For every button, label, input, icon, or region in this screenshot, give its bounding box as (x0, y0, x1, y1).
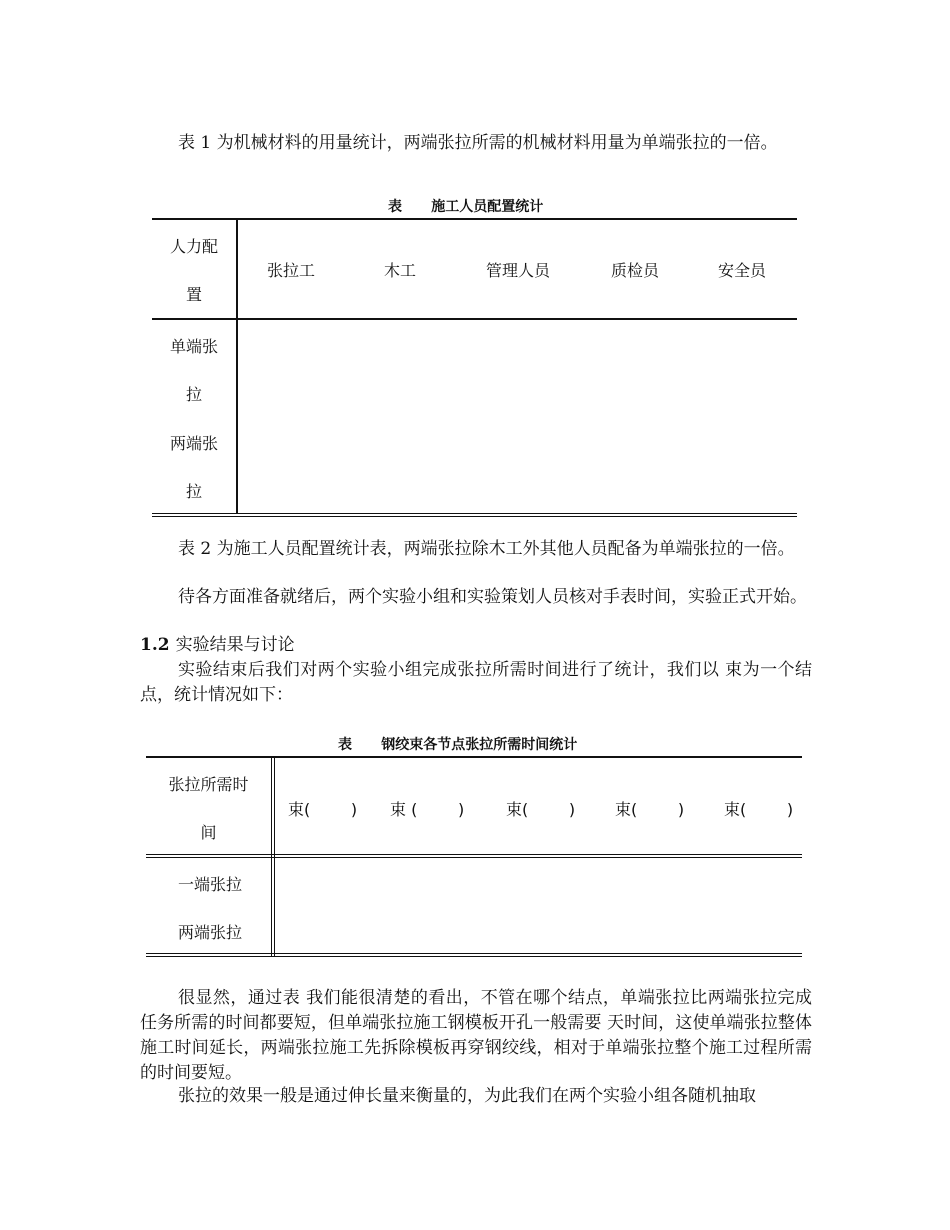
table2-header-1: 束 ( ) (390, 800, 465, 819)
table2-header-3: 束( ) (615, 800, 685, 819)
table2-row1-label: 两端张拉 (177, 923, 242, 942)
table2-header-2: 束( ) (506, 800, 576, 819)
table2-header-4: 束( ) (724, 800, 794, 819)
table2-header-0: 束( ) (288, 800, 358, 819)
table1-corner-line2: 置 (185, 285, 202, 304)
paragraph-5: 很显然，通过表 我们能很清楚的看出，不管在哪个结点，单端张拉比两端张拉完成任务所需的时间都要短，但单端张拉施工钢模板开孔一般需要 天时间，这使单端张拉整体施工时间延长，两端张拉施工先拆除模板再穿钢绞线，相对于单端张拉整个施工过程所需的时间要短。 (140, 988, 812, 1083)
table1-row1-line1: 两端张 (169, 434, 218, 453)
table1-header-4: 安全员 (717, 261, 766, 280)
section-heading (140, 633, 295, 658)
paragraph-2: 表 2 为施工人员配置统计表，两端张拉除木工外其他人员配备为单端张拉的一倍。 (178, 539, 795, 559)
table1-corner-line1: 人力配 (169, 237, 218, 256)
table1-header-0: 张拉工 (266, 261, 315, 280)
table1-row0-line2: 拉 (185, 385, 202, 404)
table1-header-3: 质检员 (610, 261, 659, 280)
table2-corner-line2: 间 (200, 823, 217, 842)
paragraph-4: 实验结束后我们对两个实验小组完成张拉所需时间进行了统计，我们以 束为一个结点，统计情况如下： (140, 660, 812, 705)
paragraph-3: 待各方面准备就绪后，两个实验小组和实验策划人员核对手表时间，实验正式开始。 (178, 587, 807, 607)
paragraph-6: 张拉的效果一般是通过伸长量来衡量的，为此我们在两个实验小组各随机抽取 (178, 1086, 756, 1106)
table1-row1-line2: 拉 (185, 482, 202, 501)
table2-corner-line1: 张拉所需时 (168, 775, 249, 794)
table2-caption: 表 钢绞束各节点张拉所需时间统计 (338, 737, 578, 753)
table1-header-1: 木工 (383, 261, 416, 280)
intro-paragraph: 表 1 为机械材料的用量统计，两端张拉所需的机械材料用量为单端张拉的一倍。 (178, 133, 778, 153)
table1-row0-line1: 单端张 (169, 337, 218, 356)
table1-caption: 表 施工人员配置统计 (388, 199, 544, 215)
table2-row0-label: 一端张拉 (177, 875, 242, 894)
section-title: 实验结果与讨论 (175, 635, 295, 655)
section-number: 1.2 (140, 635, 170, 655)
table1-header-2: 管理人员 (485, 261, 550, 280)
